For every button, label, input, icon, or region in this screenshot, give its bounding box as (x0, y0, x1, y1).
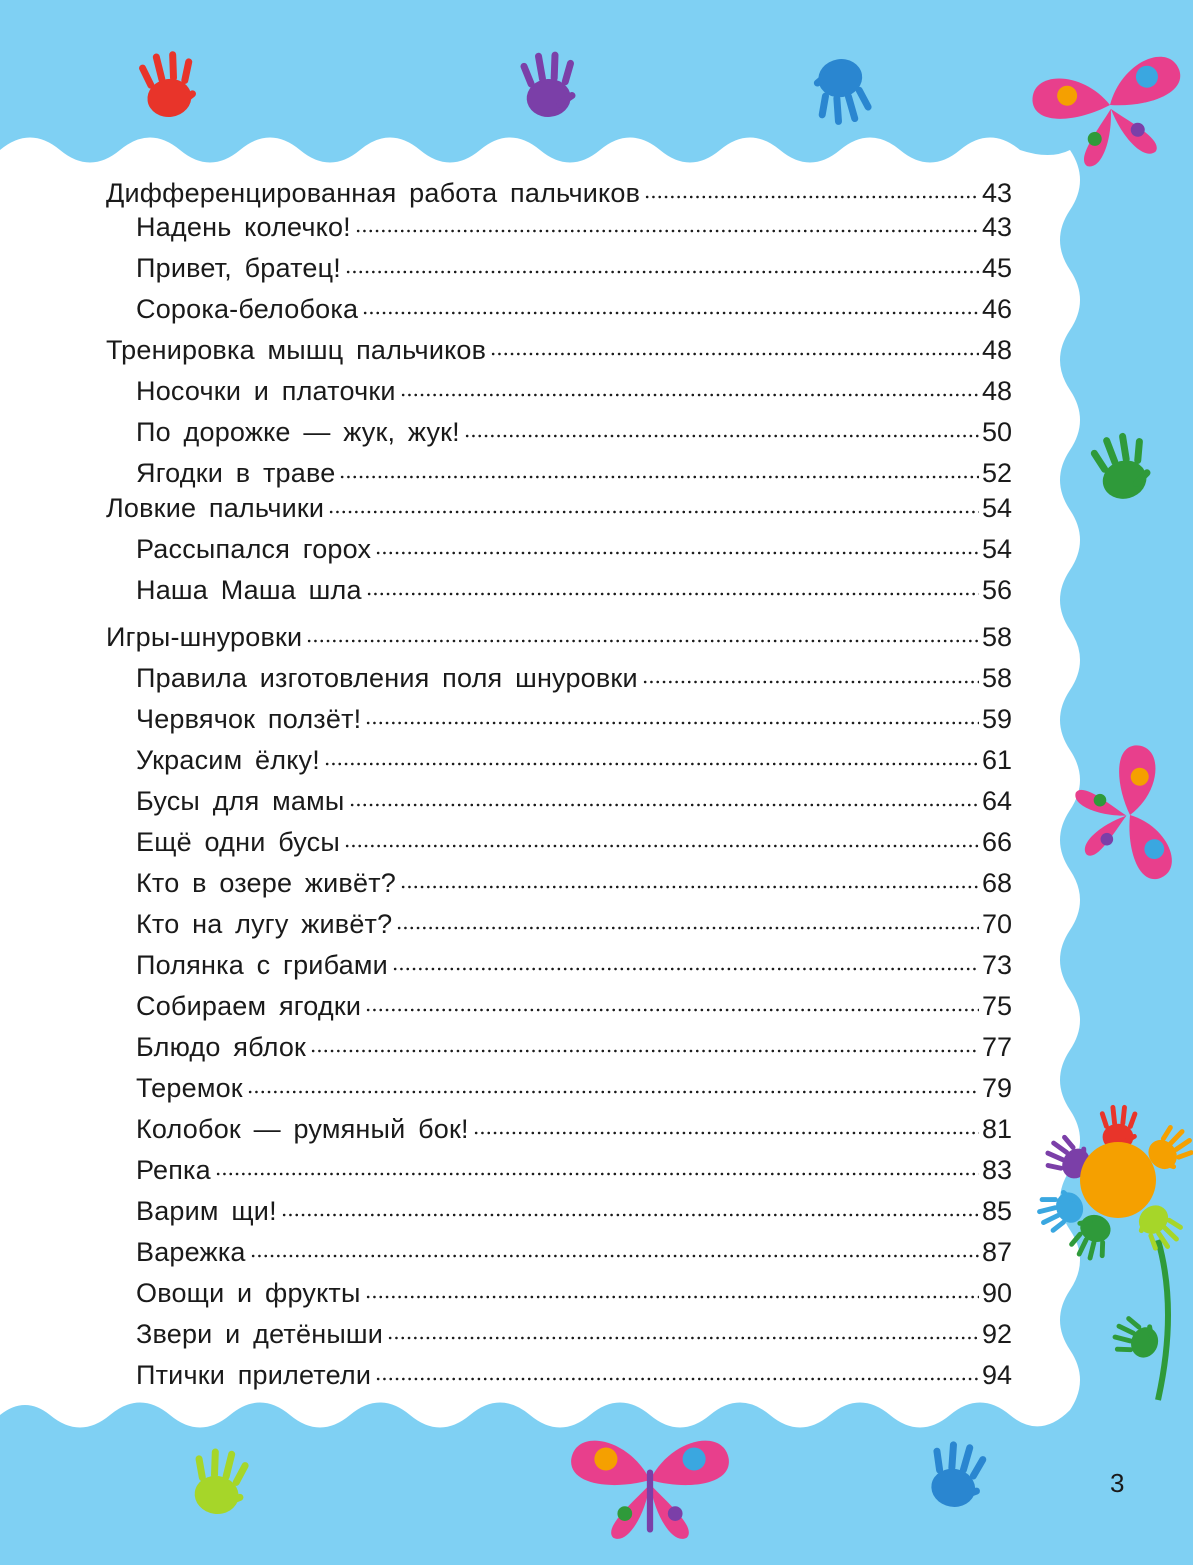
toc-entry-page: 54 (981, 493, 1012, 523)
toc-entry-title: Тренировка мышц пальчиков (106, 335, 487, 365)
dot-leader (306, 639, 979, 643)
toc-entry-title: Украсим ёлку! (136, 745, 320, 775)
toc-subentry (136, 294, 1012, 330)
toc-subentry (136, 704, 1012, 740)
toc-entry-title: Рассыпался горох (136, 534, 372, 564)
dot-leader (328, 510, 979, 514)
toc-entry-title: Полянка с грибами (136, 950, 388, 980)
toc-entry-title: По дорожке — жук, жук! (136, 417, 460, 447)
dot-leader (281, 1213, 979, 1217)
handprint-red-icon (136, 48, 200, 120)
toc-entry-title: Надень колечко! (136, 212, 351, 242)
toc-subentry (136, 417, 1012, 453)
toc-entry-page: 66 (981, 827, 1012, 857)
handprint-lime-icon (187, 1445, 251, 1517)
dot-leader (400, 885, 979, 889)
toc-entry-page: 58 (981, 622, 1012, 652)
dot-leader (396, 926, 979, 930)
toc-subentry (136, 950, 1012, 986)
dot-leader (642, 680, 979, 684)
toc-entry-title: Ещё одни бусы (136, 827, 340, 857)
dot-leader (250, 1254, 979, 1258)
dot-leader (400, 393, 979, 397)
toc-entry-page: 70 (981, 909, 1012, 939)
content-panel (0, 138, 1080, 1428)
toc-subentry (136, 534, 1012, 570)
dot-leader (310, 1049, 979, 1053)
toc-entry-page: 58 (981, 663, 1012, 693)
dot-leader (215, 1172, 979, 1176)
toc-subentry (136, 1073, 1012, 1109)
handprint-green-icon (1087, 428, 1157, 505)
toc-subentry (136, 212, 1012, 248)
toc-section-entry (106, 622, 1012, 658)
toc-entry-title: Варим щи! (136, 1196, 277, 1226)
toc-subentry (136, 1319, 1012, 1355)
toc-subentry (136, 745, 1012, 781)
dot-leader (473, 1131, 979, 1135)
toc-entry-title: Привет, братец! (136, 253, 341, 283)
toc-entry-title: Кто на лугу живёт? (136, 909, 393, 939)
toc-entry-title: Ягодки в траве (136, 458, 336, 488)
dot-leader (247, 1090, 979, 1094)
dot-leader (349, 803, 979, 807)
toc-entry-page: 43 (981, 178, 1012, 208)
toc-subentry (136, 376, 1012, 412)
toc-entry-page: 52 (981, 458, 1012, 488)
toc-subentry (136, 575, 1012, 611)
toc-entry-page: 73 (981, 950, 1012, 980)
toc-entry-page: 45 (981, 253, 1012, 283)
toc-entry-title: Правила изготовления поля шнуровки (136, 663, 638, 693)
toc-subentry (136, 458, 1012, 494)
dot-leader (345, 270, 979, 274)
dot-leader (324, 762, 979, 766)
toc-entry-title: Птички прилетели (136, 1360, 372, 1390)
dot-leader (387, 1336, 979, 1340)
toc-entry-page: 94 (981, 1360, 1012, 1390)
toc-subentry (136, 663, 1012, 699)
toc-entry-title: Колобок — румяный бок! (136, 1114, 469, 1144)
toc-subentry (136, 827, 1012, 863)
toc-entry-title: Наша Маша шла (136, 575, 362, 605)
toc-entry-title: Носочки и платочки (136, 376, 396, 406)
toc-entry-page: 64 (981, 786, 1012, 816)
toc-subentry (136, 1278, 1012, 1314)
dot-leader (375, 1377, 979, 1381)
toc-subentry (136, 909, 1012, 945)
toc-entry-page: 79 (981, 1073, 1012, 1103)
dot-leader (365, 1008, 979, 1012)
toc-entry-page: 90 (981, 1278, 1012, 1308)
dot-leader (344, 844, 979, 848)
dot-leader (339, 475, 979, 479)
toc-entry-title: Репка (136, 1155, 211, 1185)
toc-subentry (136, 1237, 1012, 1273)
toc-entry-page: 77 (981, 1032, 1012, 1062)
toc-entry-title: Червячок ползёт! (136, 704, 362, 734)
toc-entry-page: 50 (981, 417, 1012, 447)
handprint-blue-icon (809, 55, 875, 129)
toc-entry-page: 87 (981, 1237, 1012, 1267)
toc-entry-title: Теремок (136, 1073, 243, 1103)
toc-entry-page: 43 (981, 212, 1012, 242)
handprint-blue-bottom-icon (924, 1438, 990, 1512)
toc-subentry (136, 1032, 1012, 1068)
butterfly-right-icon (1069, 743, 1175, 891)
butterfly-bottom-icon (571, 1441, 729, 1539)
page-number: 3 (1110, 1468, 1125, 1498)
toc-entry-page: 48 (981, 376, 1012, 406)
toc-subentry (136, 1360, 1012, 1396)
toc-subentry (136, 1114, 1012, 1150)
dot-leader (365, 1295, 979, 1299)
toc-section-entry (106, 493, 1012, 529)
toc-subentry (136, 1196, 1012, 1232)
toc-entry-title: Собираем ягодки (136, 991, 362, 1021)
toc-subentry (136, 991, 1012, 1027)
toc-entry-page: 54 (981, 534, 1012, 564)
dot-leader (355, 229, 979, 233)
toc-entry-page: 85 (981, 1196, 1012, 1226)
dot-leader (365, 721, 979, 725)
toc-entry-page: 75 (981, 991, 1012, 1021)
toc-entry-title: Бусы для мамы (136, 786, 345, 816)
toc-entry-title: Варежка (136, 1237, 246, 1267)
toc-entry-title: Дифференцированная работа пальчиков (106, 178, 641, 208)
dot-leader (464, 434, 979, 438)
toc-entry-page: 61 (981, 745, 1012, 775)
toc-subentry (136, 253, 1012, 289)
toc-entry-page: 81 (981, 1114, 1012, 1144)
toc-entry-title: Овощи и фрукты (136, 1278, 361, 1308)
toc-entry-title: Блюдо яблок (136, 1032, 307, 1062)
dot-leader (392, 967, 979, 971)
toc-entry-page: 48 (981, 335, 1012, 365)
toc-entry-title: Звери и детёныши (136, 1319, 384, 1349)
toc-subentry (136, 786, 1012, 822)
toc-entry-title: Игры-шнуровки (106, 622, 303, 652)
toc-entry-title: Ловкие пальчики (106, 493, 325, 523)
toc-section-entry (106, 335, 1012, 371)
handprint-purple-icon (519, 50, 579, 119)
toc-entry-title: Кто в озере живёт? (136, 868, 396, 898)
dot-leader (375, 551, 979, 555)
dot-leader (366, 592, 979, 596)
toc-subentry (136, 868, 1012, 904)
toc-entry-page: 68 (981, 868, 1012, 898)
toc-entry-page: 56 (981, 575, 1012, 605)
toc-entry-page: 59 (981, 704, 1012, 734)
dot-leader (490, 352, 979, 356)
dot-leader (362, 311, 979, 315)
toc-entry-page: 83 (981, 1155, 1012, 1185)
toc-section-entry (106, 178, 1012, 214)
toc-entry-page: 92 (981, 1319, 1012, 1349)
toc-entry-title: Сорока-белобока (136, 294, 359, 324)
dot-leader (644, 195, 979, 199)
toc-entry-page: 46 (981, 294, 1012, 324)
toc-subentry (136, 1155, 1012, 1191)
